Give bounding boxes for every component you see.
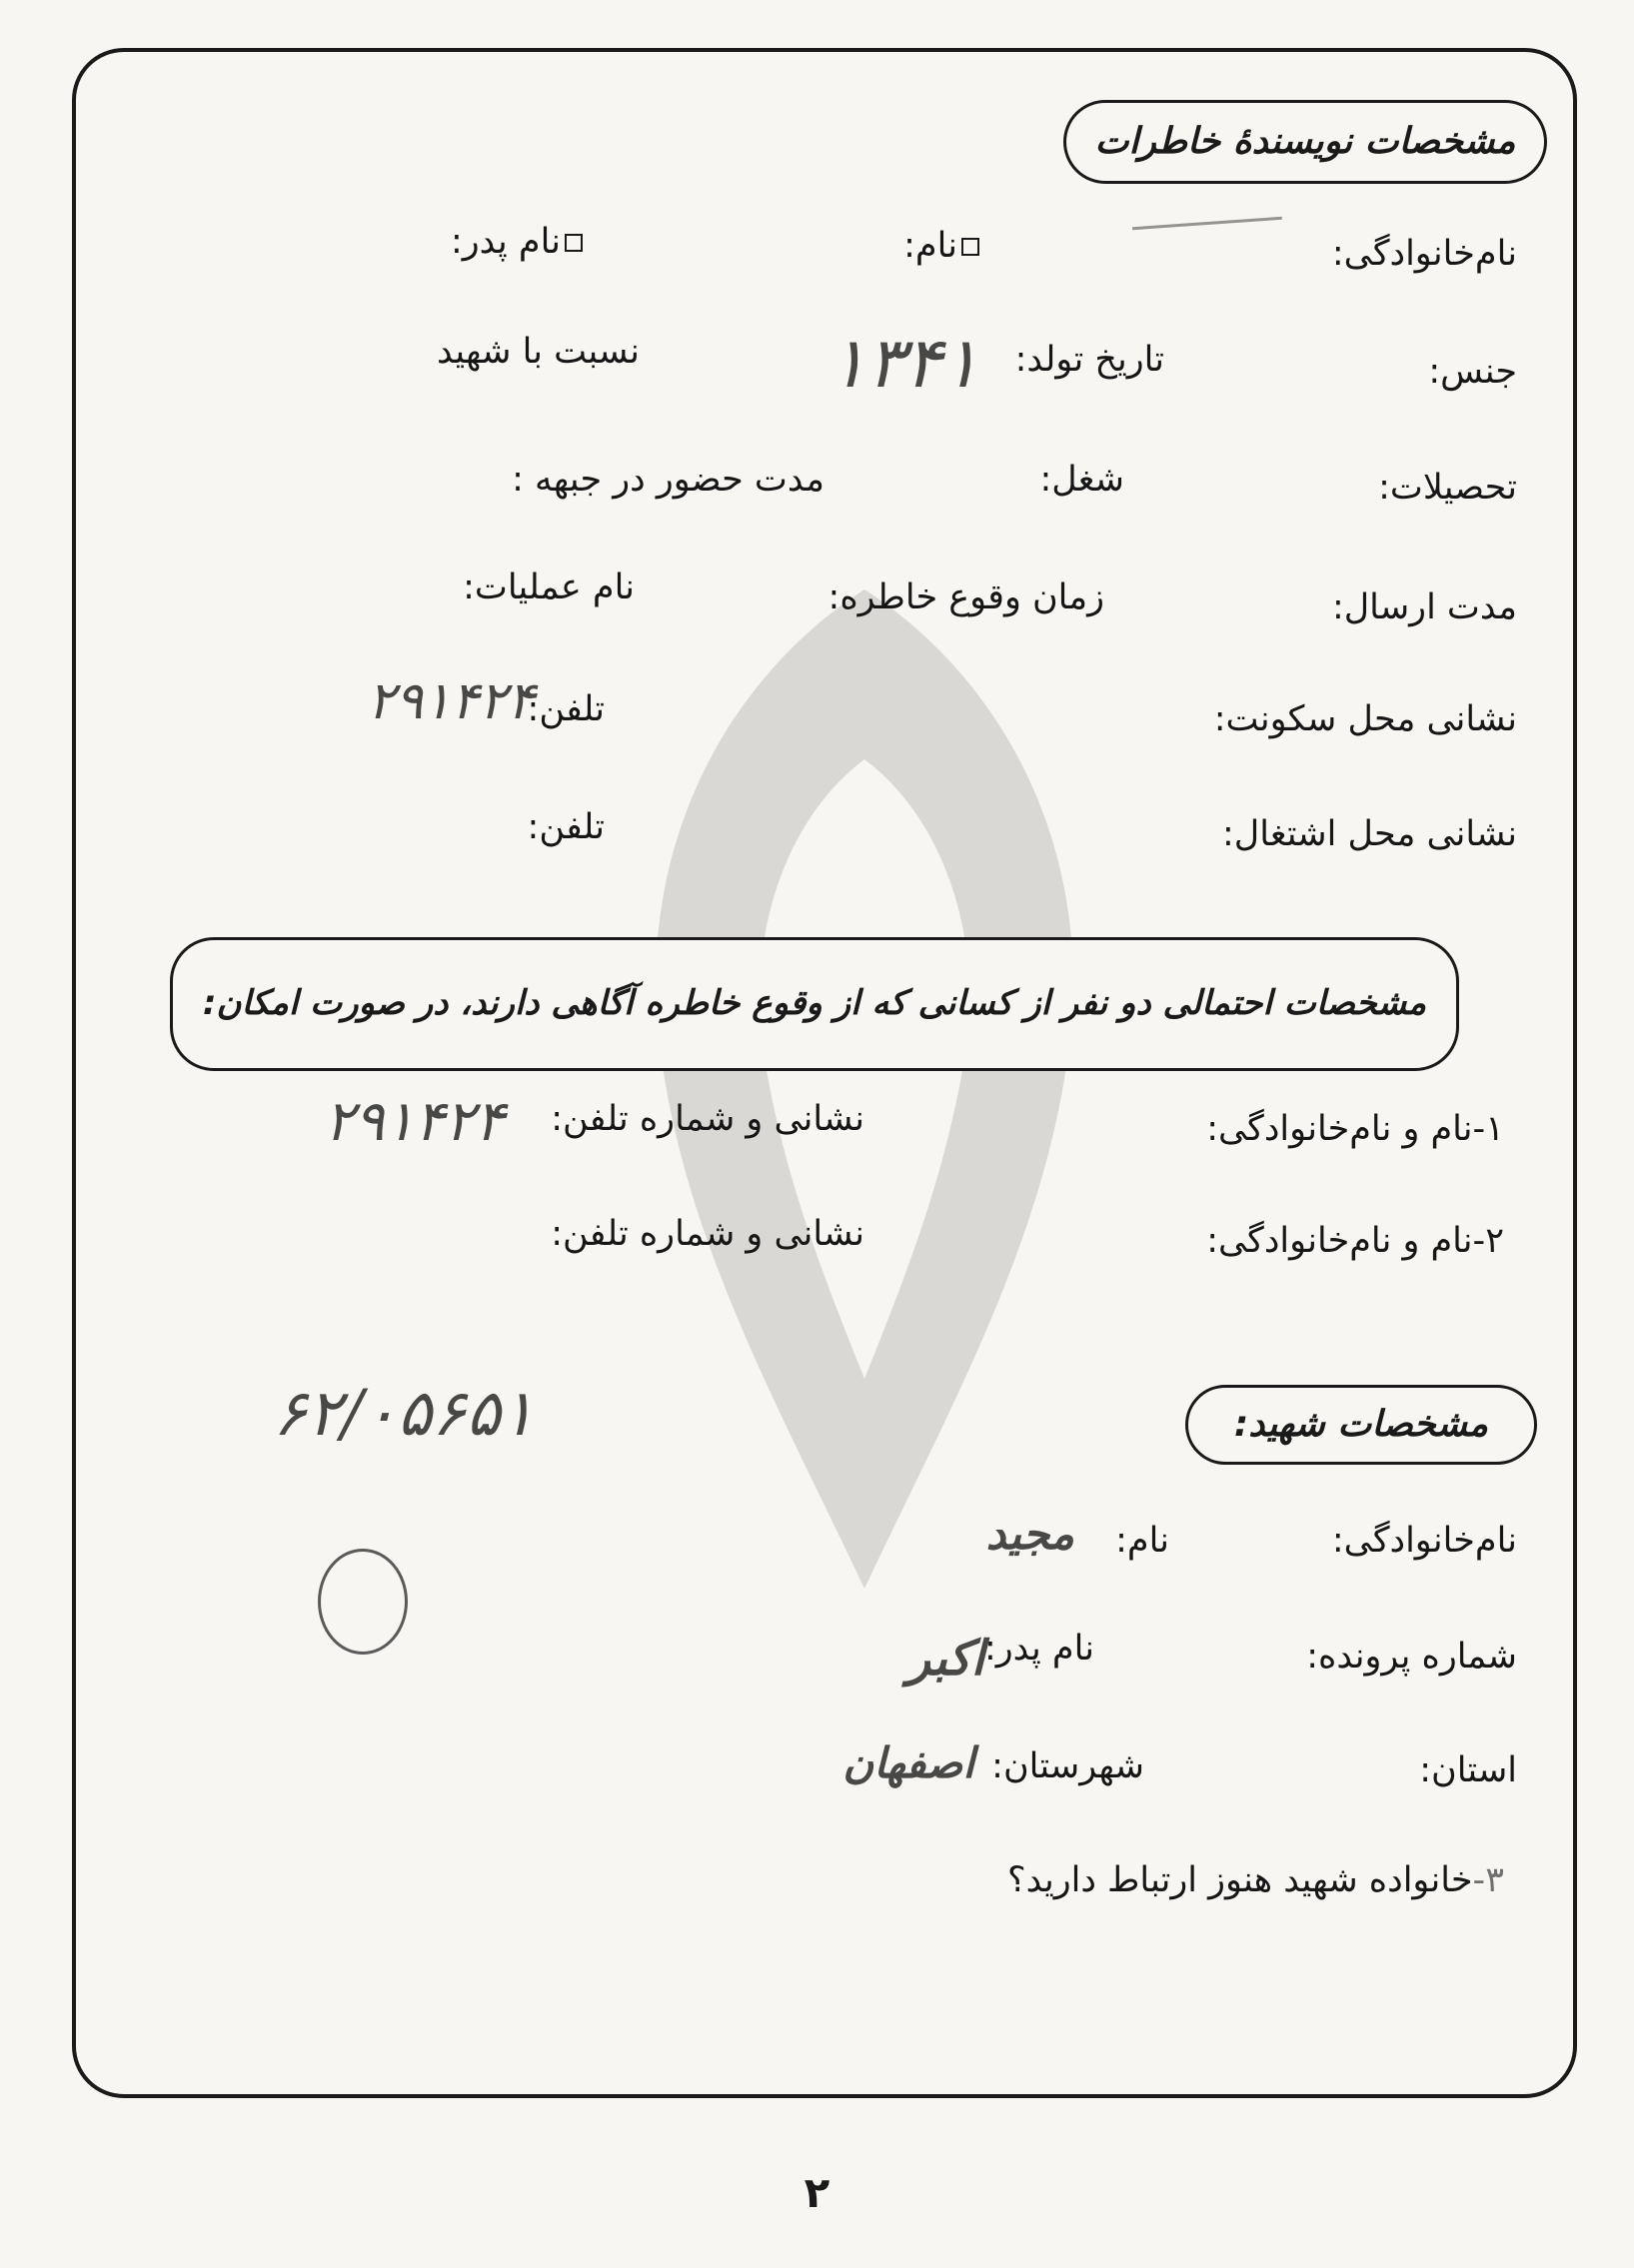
section-witnesses-title-text: مشخصات احتمالی دو نفر از کسانی که از وقوع خاطره آگاهی دارند، در صورت امکان: (202, 983, 1427, 1023)
witness2-name-label: ۲-نام و نام‌خانوادگی: (1206, 1221, 1504, 1261)
witness1-phone-value: ۲۹۱۴۲۴ (324, 1089, 505, 1154)
martyr-city-value: اصفهان (842, 1738, 974, 1787)
witness1-address-label: نشانی و شماره تلفن: (551, 1099, 864, 1139)
martyr-file-number-label: شماره پرونده: (1306, 1637, 1517, 1677)
writer-send-duration-label: مدت ارسال: (1331, 587, 1517, 627)
writer-birthdate-value: ۱۳۴۱ (828, 322, 979, 404)
writer-job-label: شغل: (1039, 460, 1124, 500)
checkbox-icon (961, 238, 979, 256)
writer-front-duration-label: مدت حضور در جبهه : (512, 460, 824, 500)
checkbox-icon (565, 234, 583, 252)
writer-education-label: تحصیلات: (1378, 468, 1517, 508)
writer-birthdate-label: تاریخ تولد: (1014, 340, 1164, 380)
section-writer-title-text: مشخصات نویسندهٔ خاطرات (1094, 121, 1516, 162)
question-number: ۳- (1472, 1860, 1504, 1900)
writer-name-label-text: نام: (903, 226, 957, 266)
writer-father-label-text: نام پدر: (450, 222, 561, 262)
section-martyr-title (1185, 1385, 1537, 1465)
handwritten-file-number: ۶۲/۰۵۶۵۱ (272, 1377, 535, 1451)
martyr-name-value: مجید (985, 1509, 1074, 1560)
martyr-father-value: اکبر (906, 1631, 984, 1687)
writer-family-label: نام‌خانوادگی: (1331, 234, 1517, 274)
writer-operation-label: نام عملیات: (463, 567, 635, 607)
martyr-province-label: استان: (1419, 1750, 1517, 1790)
section-witnesses-title (170, 937, 1459, 1071)
writer-relation-label: نسبت با شهید (437, 332, 640, 372)
handwritten-circle-mark (318, 1549, 408, 1655)
writer-work-phone-label: تلفن: (527, 807, 605, 847)
writer-home-phone-value: ۲۹۱۴۲۴ (367, 671, 535, 731)
martyr-father-label: نام پدر: (983, 1629, 1094, 1669)
writer-gender-label: جنس: (1428, 352, 1517, 392)
writer-father-label (451, 222, 583, 262)
question-row (1007, 1860, 1504, 1900)
martyr-city-label: شهرستان: (991, 1746, 1144, 1786)
page-number: ۲ (804, 2168, 830, 2217)
witness1-name-label: ۱-نام و نام‌خانوادگی: (1206, 1109, 1504, 1149)
writer-home-address-label: نشانی محل سکونت: (1213, 699, 1517, 739)
writer-name-label (903, 226, 979, 266)
writer-work-address-label: نشانی محل اشتغال: (1221, 814, 1517, 854)
witness2-address-label: نشانی و شماره تلفن: (551, 1214, 864, 1254)
writer-event-time-label: زمان وقوع خاطره: (827, 577, 1104, 617)
question-text: خانواده شهید هنوز ارتباط دارید؟ (1007, 1860, 1473, 1900)
section-writer-title (1063, 100, 1547, 184)
form-frame (72, 48, 1577, 2098)
martyr-family-label: نام‌خانوادگی: (1331, 1521, 1517, 1561)
section-martyr-title-text: مشخصات شهید: (1233, 1404, 1489, 1445)
writer-home-phone-label: تلفن: (527, 689, 605, 729)
martyr-name-label: نام: (1115, 1521, 1169, 1561)
